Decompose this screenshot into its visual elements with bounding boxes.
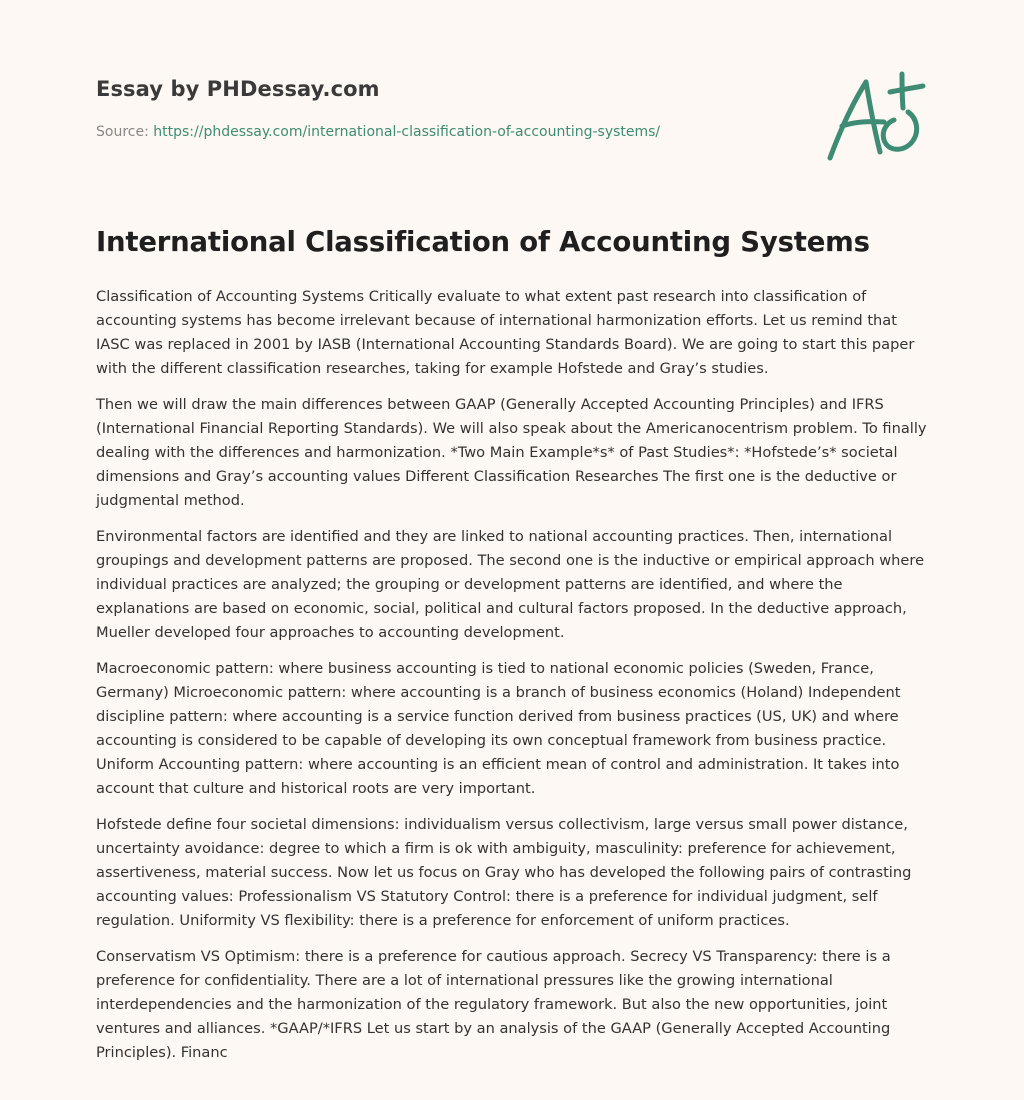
a-plus-grade-icon	[822, 66, 932, 166]
plus-horizontal	[890, 86, 923, 92]
article-title: International Classification of Accounting Systems	[96, 226, 870, 258]
brand-title: Essay by PHDessay.com	[96, 77, 380, 101]
a-letter-right-stroke	[866, 82, 880, 152]
article-body	[96, 285, 928, 1077]
plus-loop	[883, 112, 916, 149]
a-letter-crossbar	[842, 122, 884, 126]
source-label: Source:	[96, 124, 154, 140]
article-paragraph: Then we will draw the main differences between GAAP (Generally Accepted Accounting Principles) and IFRS (International Financial Reporting Standards). We will also speak about the Americanocentrism problem. To finally dealing with the differences and harmonization. *Two Main Example*s* of Past Studies*: *Hofstede’s* societal dimensions and Gray’s accounting values Different Classification Researches The first one is the deductive or judgmental method.	[96, 396, 927, 509]
article-paragraph: Macroeconomic pattern: where business accounting is tied to national economic policies (Sweden, France, Germany) Microeconomic pattern: where accounting is a branch of business economics (Holand) Independent discipline pattern: where accounting is a service function derived from business practices (US, UK) and where accounting is considered to be capable of developing its own conceptual framework from business practice. Uniform Accounting pattern: where accounting is an efficient mean of control and administration. It takes into account that culture and historical roots are very important.	[96, 660, 901, 797]
article-paragraph: Conservatism VS Optimism: there is a preference for cautious approach. Secrecy VS Transparency: there is a preference for confidentiality. There are a lot of international pressures like the growing international interdependencies and the harmonization of the regulatory framework. But also the new opportunities, joint ventures and alliances. *GAAP/*IFRS Let us start by an analysis of the GAAP (Generally Accepted Accounting Principles). Financ	[96, 948, 891, 1061]
source-link[interactable]: https://phdessay.com/international-classification-of-accounting-systems/	[153, 124, 661, 140]
article-paragraph: Hofstede define four societal dimensions: individualism versus collectivism, large versus small power distance, uncertainty avoidance: degree to which a firm is ok with ambiguity, masculinity: preference for achievement, assertiveness, material success. Now let us focus on Gray who has developed the following pairs of contrasting accounting values: Professionalism VS Statutory Control: there is a preference for individual judgment, self regulation. Uniformity VS flexibility: there is a preference for enforcement of uniform practices.	[96, 816, 912, 929]
article-paragraph: Environmental factors are identified and they are linked to national accounting practices. Then, international groupings and development patterns are proposed. The second one is the inductive or empirical approach where individual practices are analyzed; the grouping or development patterns are identified, and where the explanations are based on economic, social, political and cultural factors proposed. In the deductive approach, Mueller developed four approaches to accounting development.	[96, 528, 925, 641]
source-line	[96, 124, 660, 140]
article-paragraph: Classification of Accounting Systems Critically evaluate to what extent past research into classification of accounting systems has become irrelevant because of international harmonization efforts. Let us remind that IASC was replaced in 2001 by IASB (International Accounting Standards Board). We are going to start this paper with the different classification researches, taking for example Hofstede and Gray’s studies.	[96, 288, 915, 377]
